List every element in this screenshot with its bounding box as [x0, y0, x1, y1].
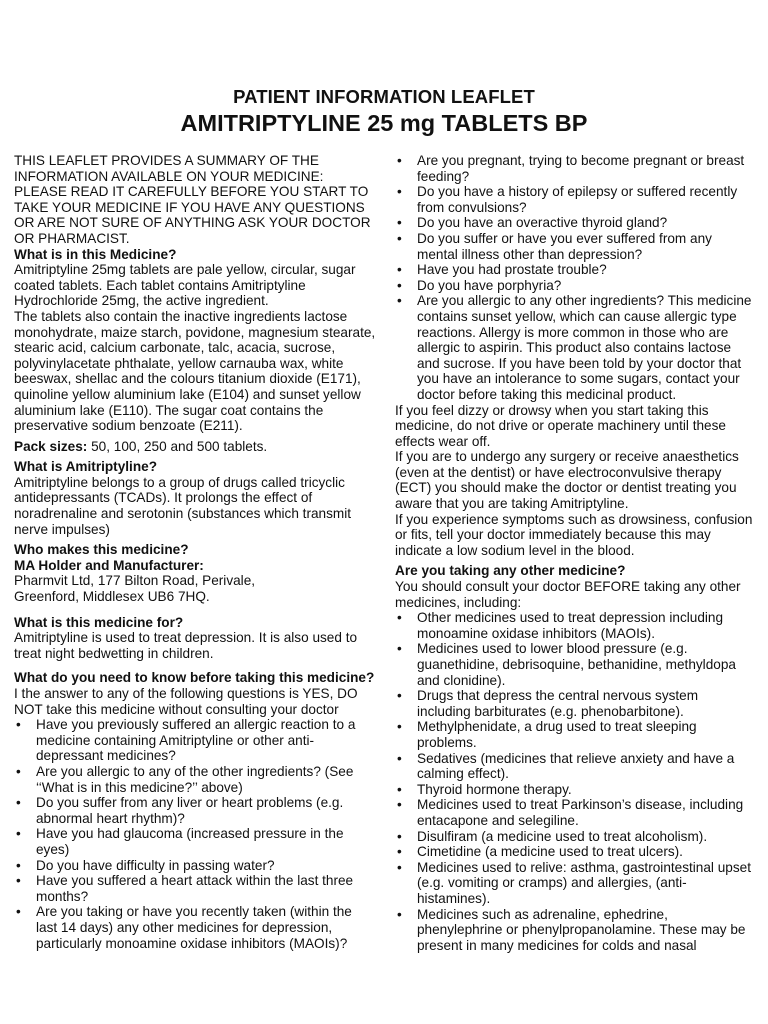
- list-item: • Do you have a history of epilepsy or suffered recently from convulsions?: [395, 184, 755, 215]
- address-line-1: Pharmvit Ltd, 177 Bilton Road, Perivale,: [14, 573, 256, 589]
- surgery-paragraph: If you are to undergo any surgery or receive anaesthetics (even at the dentist) or have electroconvulsive therapy (ECT) you should make the doctor or dentist treating you aware that you are taking Amitriptyline.: [395, 449, 739, 512]
- list-item: • Are you allergic to any other ingredients? This medicine contains sunset yellow, which can cause allergic type reactions. Allergy is more common in those who are allergic to aspirin. This product also contains lactose and sucrose. If you have been told by your doctor that you have an intolerance to some sugars, contact your doctor before taking this medicinal product.: [395, 293, 755, 402]
- pack-sizes: [14, 439, 376, 455]
- medicine-for-paragraph: Amitriptyline is used to treat depression. It is also used to treat night bedwetting in children.: [14, 630, 358, 661]
- what-is-paragraph: Amitriptyline belongs to a group of drugs called tricyclic antidepressants (TCADs). It prolongs the effect of noradrenaline and serotonin (substances which transmit nerve impulses): [14, 474, 352, 537]
- list-item: • Are you taking or have you recently taken (within the last 14 days) any other medicines for depression, particularly monoamine oxidase inhibitors (MAOIs)?: [14, 904, 376, 951]
- leaflet-header: [0, 86, 768, 137]
- list-item: • Methylphenidate, a drug used to treat sleeping problems.: [395, 719, 755, 750]
- leaflet-title: AMITRIPTYLINE 25 mg TABLETS BP: [180, 110, 588, 136]
- list-item: • Do you have an overactive thyroid gland?: [395, 215, 755, 231]
- list-item: • Medicines used to treat Parkinson’s disease, including entacapone and selegiline.: [395, 797, 755, 828]
- list-item: • Have you had prostate trouble?: [395, 262, 755, 278]
- leaflet-subtitle: PATIENT INFORMATION LEAFLET: [233, 86, 535, 107]
- list-item: • Do you have porphyria?: [395, 278, 755, 294]
- dizzy-paragraph: If you feel dizzy or drowsy when you start taking this medicine, do not drive or operate machinery until these effects wear off.: [395, 402, 726, 449]
- pack-sizes-label: Pack sizes:: [14, 438, 88, 454]
- who-makes-heading: Who makes this medicine?: [14, 542, 189, 558]
- what-in-paragraph-2: The tablets also contain the inactive ingredients lactose monohydrate, maize starch, povidone, magnesium stearate, stearic acid, calcium carbonate, talc, acacia, sucrose, polyvinylacetate phthalate, yellow carnauba wax, white beeswax, shellac and the colours titanium dioxide (E171), quinoline yellow aluminium lake (E104) and sunset yellow aluminium lake (E110). The sugar coat contains the preservative sodium benzoate (E211).: [14, 308, 376, 434]
- list-item: • Medicines used to relive: asthma, gastrointestinal upset (e.g. vomiting or cramps) and allergies, (anti-histamines).: [395, 860, 755, 907]
- list-item: • Do you suffer from any liver or heart problems (e.g. abnormal heart rhythm)?: [14, 795, 376, 826]
- list-item: • Do you have difficulty in passing water?: [14, 858, 376, 874]
- what-is-heading: What is Amitriptyline?: [14, 459, 157, 475]
- list-item: • Disulfiram (a medicine used to treat alcoholism).: [395, 829, 755, 845]
- list-item: • Are you pregnant, trying to become pregnant or breast feeding?: [395, 153, 755, 184]
- medicine-for-heading: What is this medicine for?: [14, 614, 184, 630]
- list-item: • Sedatives (medicines that relieve anxiety and have a calming effect).: [395, 751, 755, 782]
- list-item: • Do you suffer or have you ever suffered from any mental illness other than depression?: [395, 231, 755, 262]
- right-column: [395, 153, 755, 953]
- list-item: • Cimetidine (a medicine used to treat ulcers).: [395, 844, 755, 860]
- address-line-2: Greenford, Middlesex UB6 7HQ.: [14, 589, 210, 605]
- right-question-list: [395, 153, 755, 403]
- what-in-paragraph-1: Amitriptyline 25mg tablets are pale yellow, circular, sugar coated tablets. Each tablet contains Amitriptyline Hydrochloride 25mg, the active ingredient.: [14, 262, 356, 309]
- list-item: • Have you previously suffered an allergic reaction to a medicine containing Amitriptyline or other anti-depressant medicines?: [14, 717, 376, 764]
- intro-paragraph: THIS LEAFLET PROVIDES A SUMMARY OF THE INFORMATION AVAILABLE ON YOUR MEDICINE: PLEASE READ IT CAREFULLY BEFORE YOU START TO TAKE YOUR MEDICINE IF YOU HAVE ANY QUESTIONS OR ARE NOT SURE OF ANYTHING ASK YOUR DOCTOR OR PHARMACIST.: [14, 153, 371, 246]
- list-item: • Drugs that depress the central nervous system including barbiturates (e.g. phenobarbitone).: [395, 688, 755, 719]
- left-column: [14, 153, 376, 951]
- list-item: • Medicines such as adrenaline, ephedrine, phenylephrine or phenylpropanolamine. These may be present in many medicines for colds and nasal: [395, 907, 755, 954]
- list-item: • Are you allergic to any of the other ingredients? (See ‘‘What is in this medicine?’’ above): [14, 764, 376, 795]
- need-to-know-paragraph: I the answer to any of the following questions is YES, DO NOT take this medicine without consulting your doctor: [14, 686, 358, 717]
- list-item: • Thyroid hormone therapy.: [395, 782, 755, 798]
- list-item: • Have you had glaucoma (increased pressure in the eyes): [14, 826, 376, 857]
- list-item: • Medicines used to lower blood pressure (e.g. guanethidine, debrisoquine, bethanidine, methyldopa and clonidine).: [395, 641, 755, 688]
- interacting-medicines-list: [395, 610, 755, 953]
- left-question-list: [14, 717, 376, 951]
- other-medicine-heading: Are you taking any other medicine?: [395, 563, 626, 579]
- pack-sizes-value: 50, 100, 250 and 500 tablets.: [87, 438, 268, 454]
- holder-heading: MA Holder and Manufacturer:: [14, 557, 204, 573]
- list-item: • Have you suffered a heart attack within the last three months?: [14, 873, 376, 904]
- what-in-heading: What is in this Medicine?: [14, 246, 177, 262]
- symptoms-paragraph: If you experience symptoms such as drowsiness, confusion or fits, tell your doctor immediately because this may indicate a low sodium level in the blood.: [395, 511, 753, 558]
- need-to-know-heading: What do you need to know before taking this medicine?: [14, 670, 375, 686]
- other-medicine-paragraph: You should consult your doctor BEFORE taking any other medicines, including:: [395, 579, 741, 610]
- list-item: • Other medicines used to treat depression including monoamine oxidase inhibitors (MAOIs).: [395, 610, 755, 641]
